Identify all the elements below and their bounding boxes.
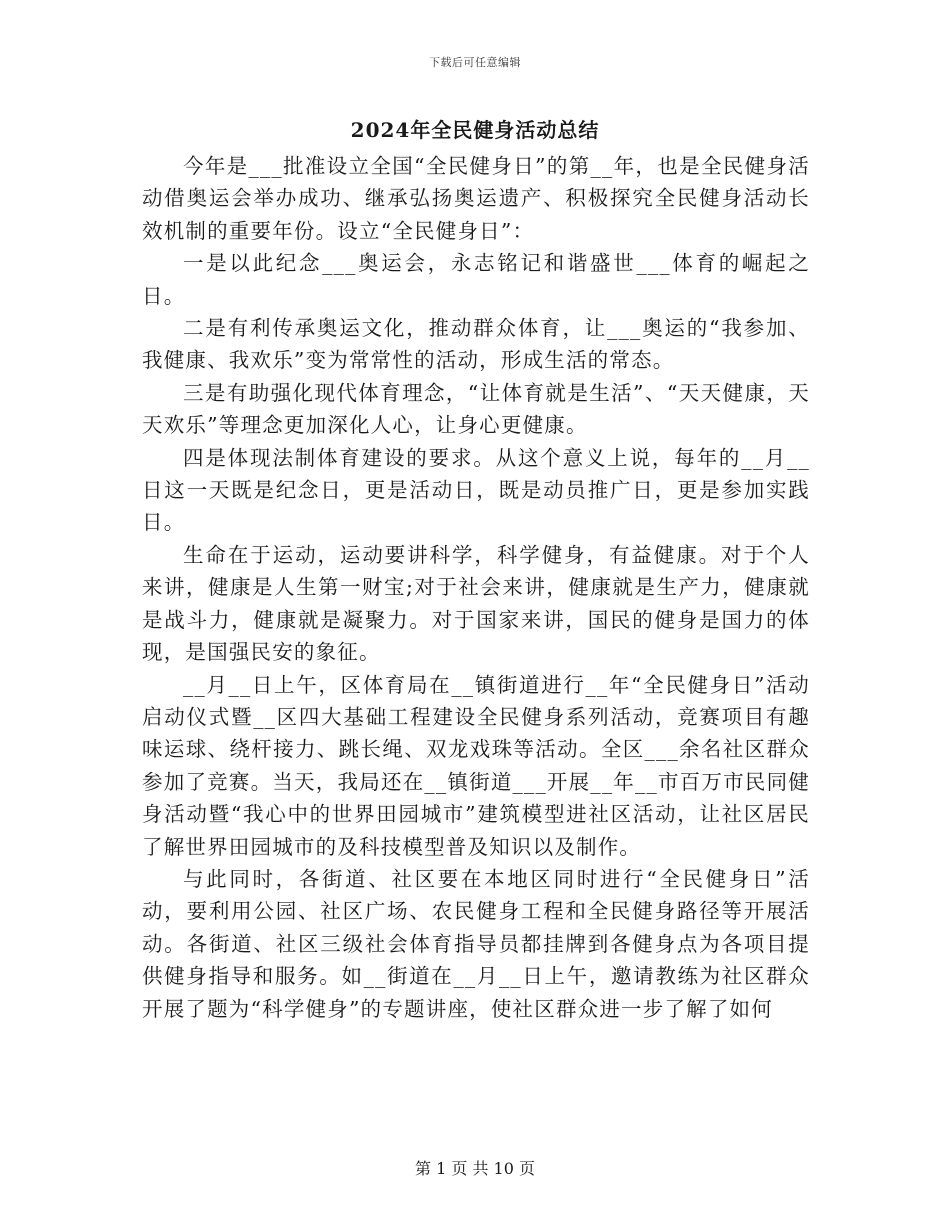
paragraph: 与此同时，各街道、社区要在本地区同时进行“全民健身日”活动，要利用公园、社区广场、农民健身工程和全民健身路径等开展活动。各街道、社区三级社会体育指导员都挂牌到各健身点为各项目提供健身指导和服务。如__街道在__月__日上午，邀请教练为社区群众开展了题为“科学健身”的专题讲座，使社区群众进一步了解了如何	[142, 866, 810, 1021]
paragraph: 三是有助强化现代体育理念，“让体育就是生活”、“天天健康，天天欢乐”等理念更加深化人心，让身心更健康。	[142, 380, 810, 438]
paragraph: 一是以此纪念___奥运会，永志铭记和谐盛世___体育的崛起之日。	[142, 251, 810, 308]
paragraph: __月__日上午，区体育局在__镇街道进行__年“全民健身日”活动启动仪式暨__区四大基础工程建设全民健身系列活动，竞赛项目有趣味运球、绕杆接力、跳长绳、双龙戏珠等活动。全区___余名社区群众参加了竞赛。当天，我局还在__镇街道___开展__年__市百万市民同健身活动暨“我心中的世界田园城市”建筑模型进社区活动，让社区居民了解世界田园城市的及科技模型普及知识以及制作。	[142, 672, 810, 859]
page-number-footer: 第 1 页 共 10 页	[415, 1159, 535, 1178]
paragraph: 生命在于运动，运动要讲科学，科学健身，有益健康。对于个人来讲，健康是人生第一财宝;对于社会来讲，健康就是生产力，健康就是战斗力，健康就是凝聚力。对于国家来讲，国民的健身是国力的体现，是国强民安的象征。	[142, 542, 810, 665]
document-body	[142, 150, 810, 1025]
document-title: 2024年全民健身活动总结	[350, 118, 600, 142]
paragraph: 二是有利传承奥运文化，推动群众体育，让___奥运的“我参加、我健康、我欢乐”变为常常性的活动，形成生活的常态。	[142, 316, 810, 373]
paragraph: 四是体现法制体育建设的要求。从这个意义上说，每年的__月__日这一天既是纪念日，更是活动日，既是动员推广日，更是参加实践日。	[142, 445, 810, 535]
header-note: 下载后可任意编辑	[429, 56, 521, 69]
paragraph: 今年是___批准设立全国“全民健身日”的第__年，也是全民健身活动借奥运会举办成功、继承弘扬奥运遗产、积极探究全民健身活动长效机制的重要年份。设立“全民健身日”：	[142, 154, 810, 243]
